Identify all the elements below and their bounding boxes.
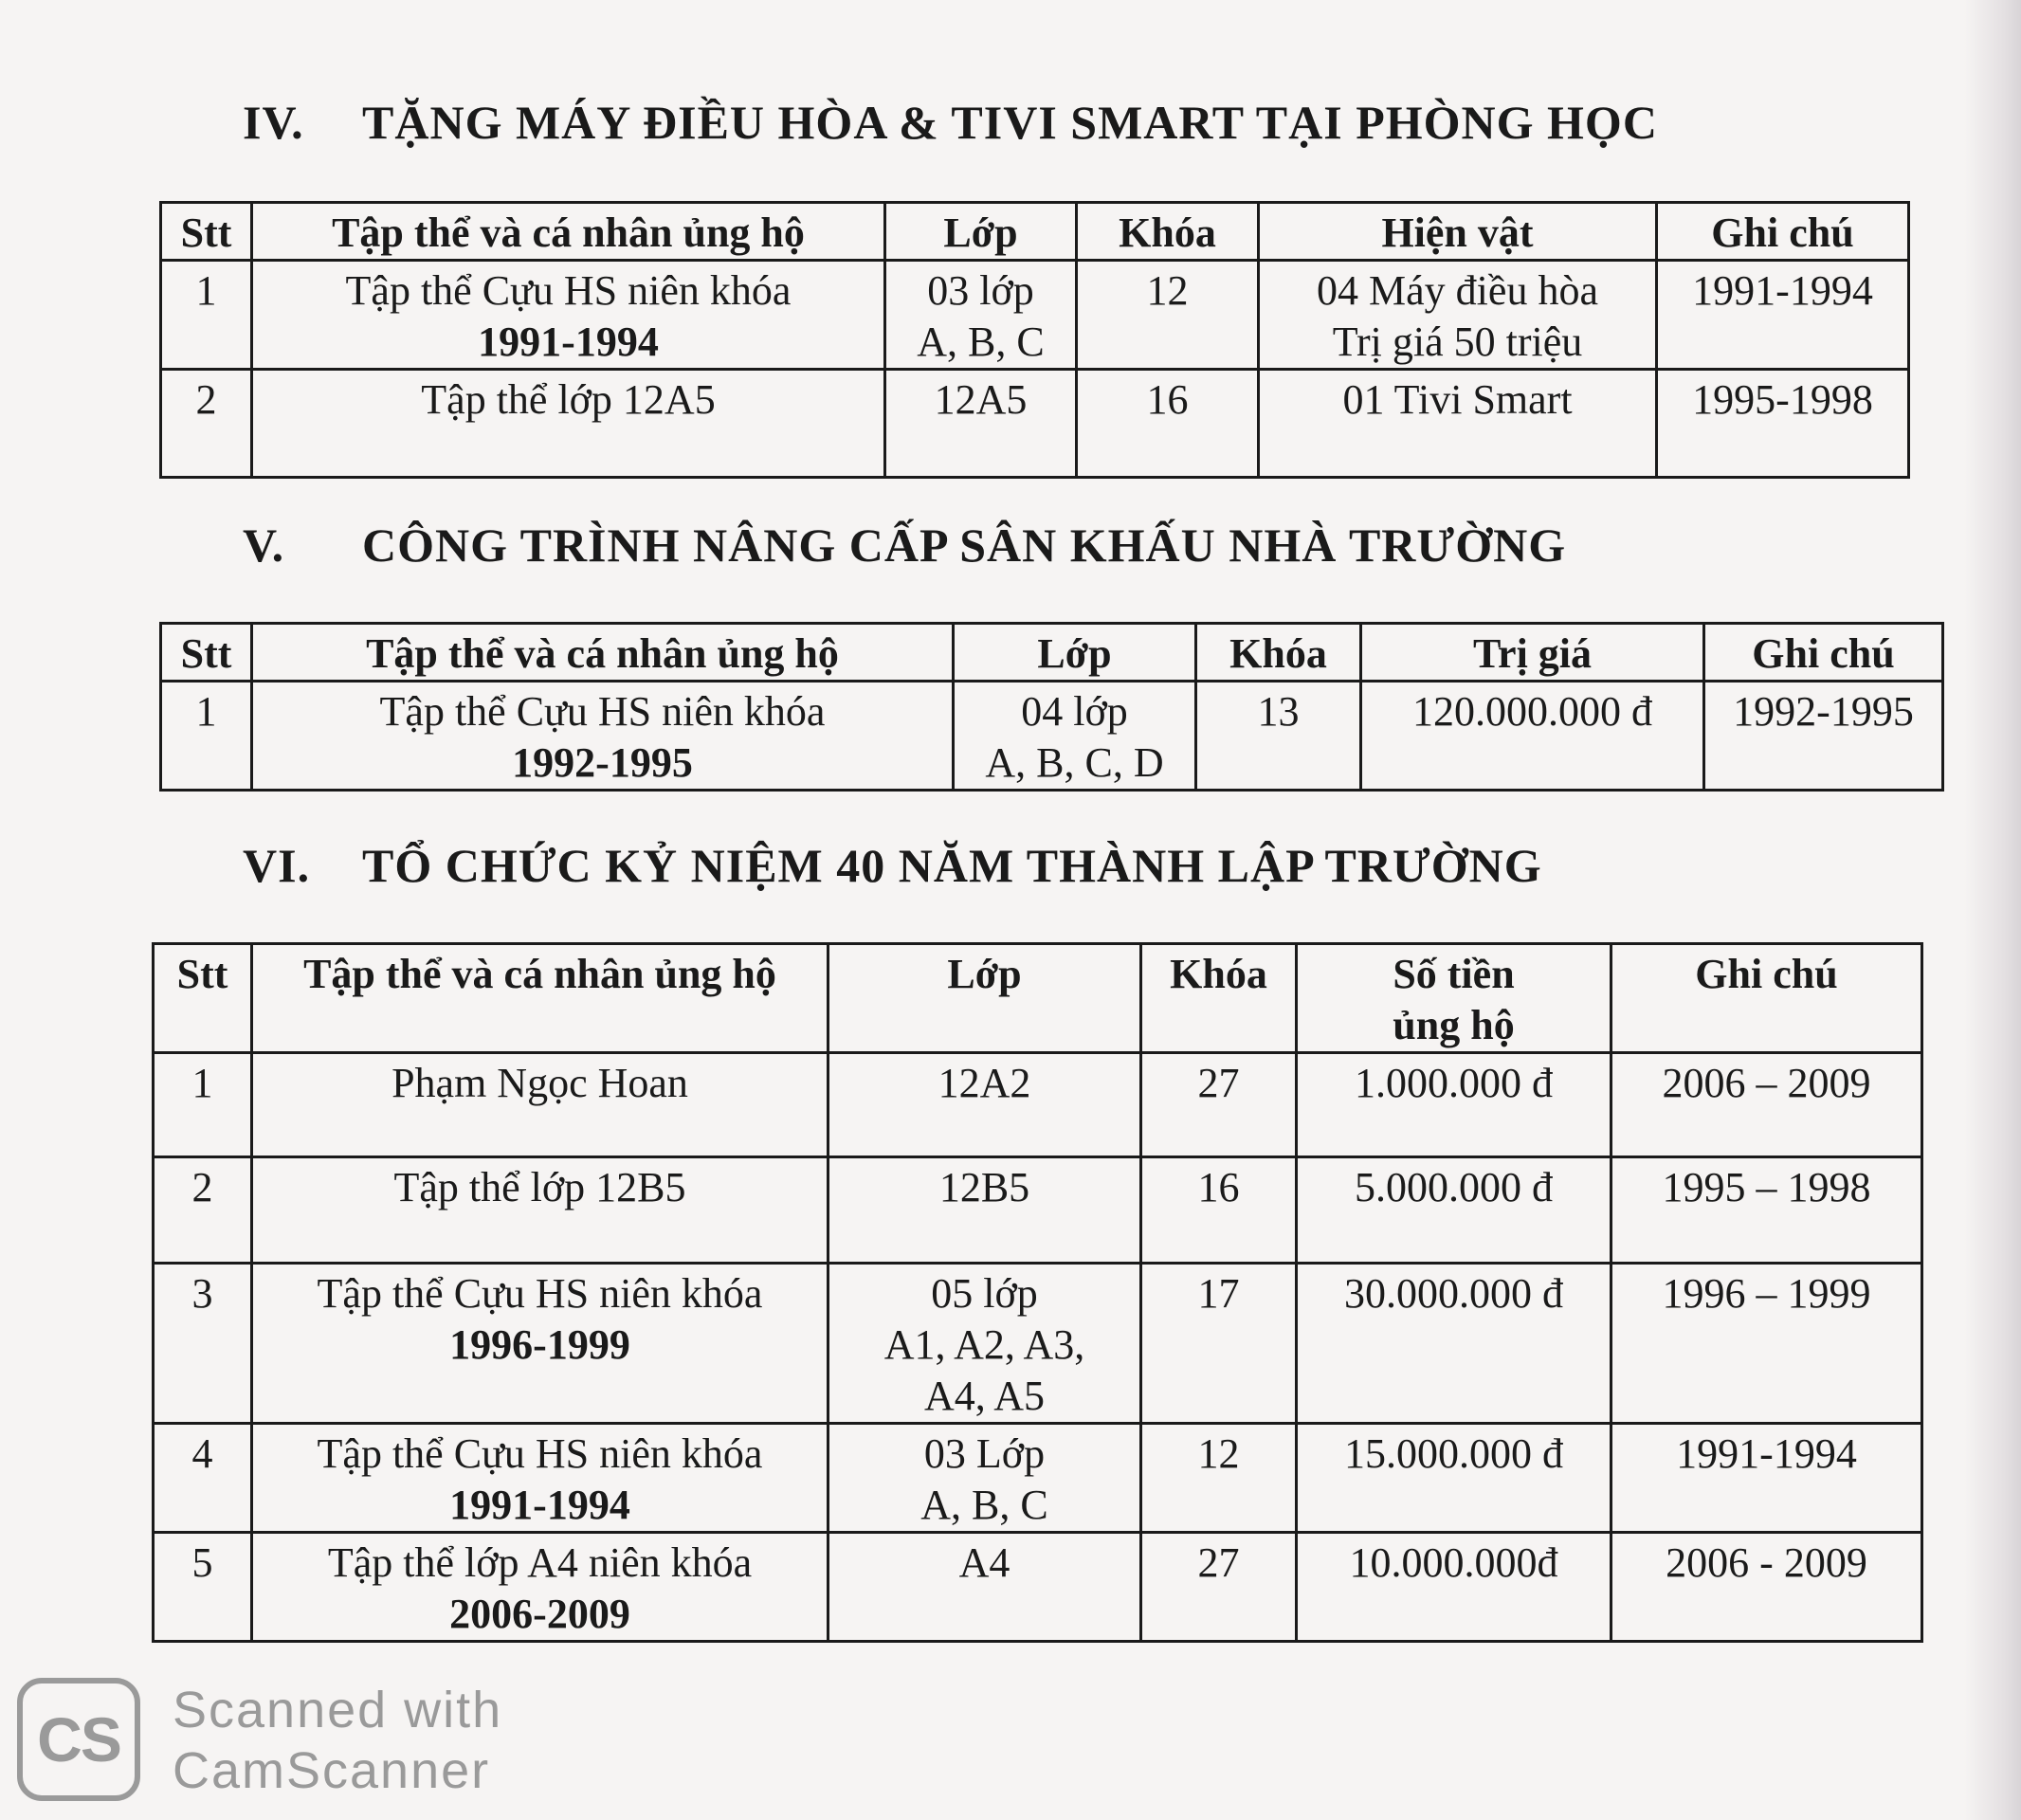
header-note: Ghi chú [1611, 944, 1922, 1053]
cell-course: 17 [1141, 1264, 1297, 1424]
cell-class: 05 lớp A1, A2, A3, A4, A5 [828, 1264, 1141, 1424]
cell-class: A4 [828, 1533, 1141, 1642]
table-row [161, 261, 1909, 370]
camscanner-logo: CS [17, 1678, 140, 1801]
cell-course: 27 [1141, 1053, 1297, 1157]
section-4-title: TẶNG MÁY ĐIỀU HÒA & TIVI SMART TẠI PHÒNG HỌC [362, 96, 1658, 149]
cell-note: 1995-1998 [1657, 370, 1909, 478]
header-class: Lớp [828, 944, 1141, 1053]
header-course: Khóa [1196, 624, 1361, 682]
table-row [154, 1264, 1922, 1424]
cell-course: 12 [1077, 261, 1259, 370]
cell-stt: 1 [154, 1053, 252, 1157]
cell-amount: 1.000.000 đ [1297, 1053, 1611, 1157]
cell-class: 04 lớp A, B, C, D [954, 682, 1196, 791]
cell-class: 03 lớp A, B, C [885, 261, 1077, 370]
cell-donor: Tập thể lớp 12A5 [252, 370, 885, 478]
cell-donor: Phạm Ngọc Hoan [252, 1053, 828, 1157]
header-course: Khóa [1141, 944, 1297, 1053]
cell-stt: 4 [154, 1424, 252, 1533]
cell-course: 27 [1141, 1533, 1297, 1642]
cell-stt: 2 [161, 370, 252, 478]
cell-donor: Tập thể Cựu HS niên khóa 1991-1994 [252, 1424, 828, 1533]
cell-stt: 5 [154, 1533, 252, 1642]
header-stt: Stt [161, 624, 252, 682]
cell-note: 1991-1994 [1657, 261, 1909, 370]
cell-amount: 30.000.000 đ [1297, 1264, 1611, 1424]
section-6-title: TỔ CHỨC KỶ NIỆM 40 NĂM THÀNH LẬP TRƯỜNG [362, 839, 1542, 892]
section-6-heading [243, 838, 1542, 893]
header-donor: Tập thể và cá nhân ủng hộ [252, 624, 954, 682]
cell-donor: Tập thể Cựu HS niên khóa 1992-1995 [252, 682, 954, 791]
section-6-table [152, 942, 1923, 1643]
section-5-title: CÔNG TRÌNH NÂNG CẤP SÂN KHẤU NHÀ TRƯỜNG [362, 519, 1567, 572]
cell-note: 2006 - 2009 [1611, 1533, 1922, 1642]
cell-value: 120.000.000 đ [1361, 682, 1704, 791]
cell-item: 04 Máy điều hòa Trị giá 50 triệu [1259, 261, 1657, 370]
table-row [161, 682, 1943, 791]
cell-class: 12A5 [885, 370, 1077, 478]
cell-donor: Tập thể Cựu HS niên khóa 1996-1999 [252, 1264, 828, 1424]
table-header-row [154, 944, 1922, 1053]
table-header-row [161, 203, 1909, 261]
table-row [154, 1157, 1922, 1264]
cell-note: 1996 – 1999 [1611, 1264, 1922, 1424]
camscanner-watermark [173, 1680, 502, 1801]
cell-note: 1995 – 1998 [1611, 1157, 1922, 1264]
header-course: Khóa [1077, 203, 1259, 261]
header-donor: Tập thể và cá nhân ủng hộ [252, 944, 828, 1053]
page-edge-shadow [1964, 0, 2021, 1820]
cell-class: 03 Lớp A, B, C [828, 1424, 1141, 1533]
section-4-heading [243, 95, 1658, 150]
section-6-number: VI. [243, 839, 311, 892]
header-stt: Stt [161, 203, 252, 261]
table-header-row [161, 624, 1943, 682]
cell-donor: Tập thể Cựu HS niên khóa 1991-1994 [252, 261, 885, 370]
cell-course: 12 [1141, 1424, 1297, 1533]
watermark-line-2: CamScanner [173, 1742, 491, 1799]
header-value: Trị giá [1361, 624, 1704, 682]
header-note: Ghi chú [1704, 624, 1943, 682]
cell-note: 2006 – 2009 [1611, 1053, 1922, 1157]
cell-stt: 1 [161, 261, 252, 370]
table-row [154, 1053, 1922, 1157]
cell-note: 1991-1994 [1611, 1424, 1922, 1533]
cell-item: 01 Tivi Smart [1259, 370, 1657, 478]
table-row [161, 370, 1909, 478]
header-class: Lớp [954, 624, 1196, 682]
section-4-number: IV. [243, 96, 304, 149]
cell-amount: 15.000.000 đ [1297, 1424, 1611, 1533]
cell-course: 16 [1077, 370, 1259, 478]
cell-course: 16 [1141, 1157, 1297, 1264]
header-donor: Tập thể và cá nhân ủng hộ [252, 203, 885, 261]
cell-amount: 10.000.000đ [1297, 1533, 1611, 1642]
cell-class: 12B5 [828, 1157, 1141, 1264]
cell-stt: 3 [154, 1264, 252, 1424]
header-note: Ghi chú [1657, 203, 1909, 261]
section-4-table [159, 201, 1910, 479]
section-5-table [159, 622, 1944, 792]
section-5-heading [243, 518, 1566, 573]
cell-donor: Tập thể lớp 12B5 [252, 1157, 828, 1264]
cell-donor: Tập thể lớp A4 niên khóa 2006-2009 [252, 1533, 828, 1642]
header-class: Lớp [885, 203, 1077, 261]
header-item: Hiện vật [1259, 203, 1657, 261]
watermark-line-1: Scanned with [173, 1682, 503, 1738]
header-amount: Số tiền ủng hộ [1297, 944, 1611, 1053]
header-stt: Stt [154, 944, 252, 1053]
cell-amount: 5.000.000 đ [1297, 1157, 1611, 1264]
cell-stt: 2 [154, 1157, 252, 1264]
table-row [154, 1533, 1922, 1642]
section-5-number: V. [243, 519, 285, 572]
table-row [154, 1424, 1922, 1533]
cell-stt: 1 [161, 682, 252, 791]
cell-class: 12A2 [828, 1053, 1141, 1157]
cell-course: 13 [1196, 682, 1361, 791]
cell-note: 1992-1995 [1704, 682, 1943, 791]
